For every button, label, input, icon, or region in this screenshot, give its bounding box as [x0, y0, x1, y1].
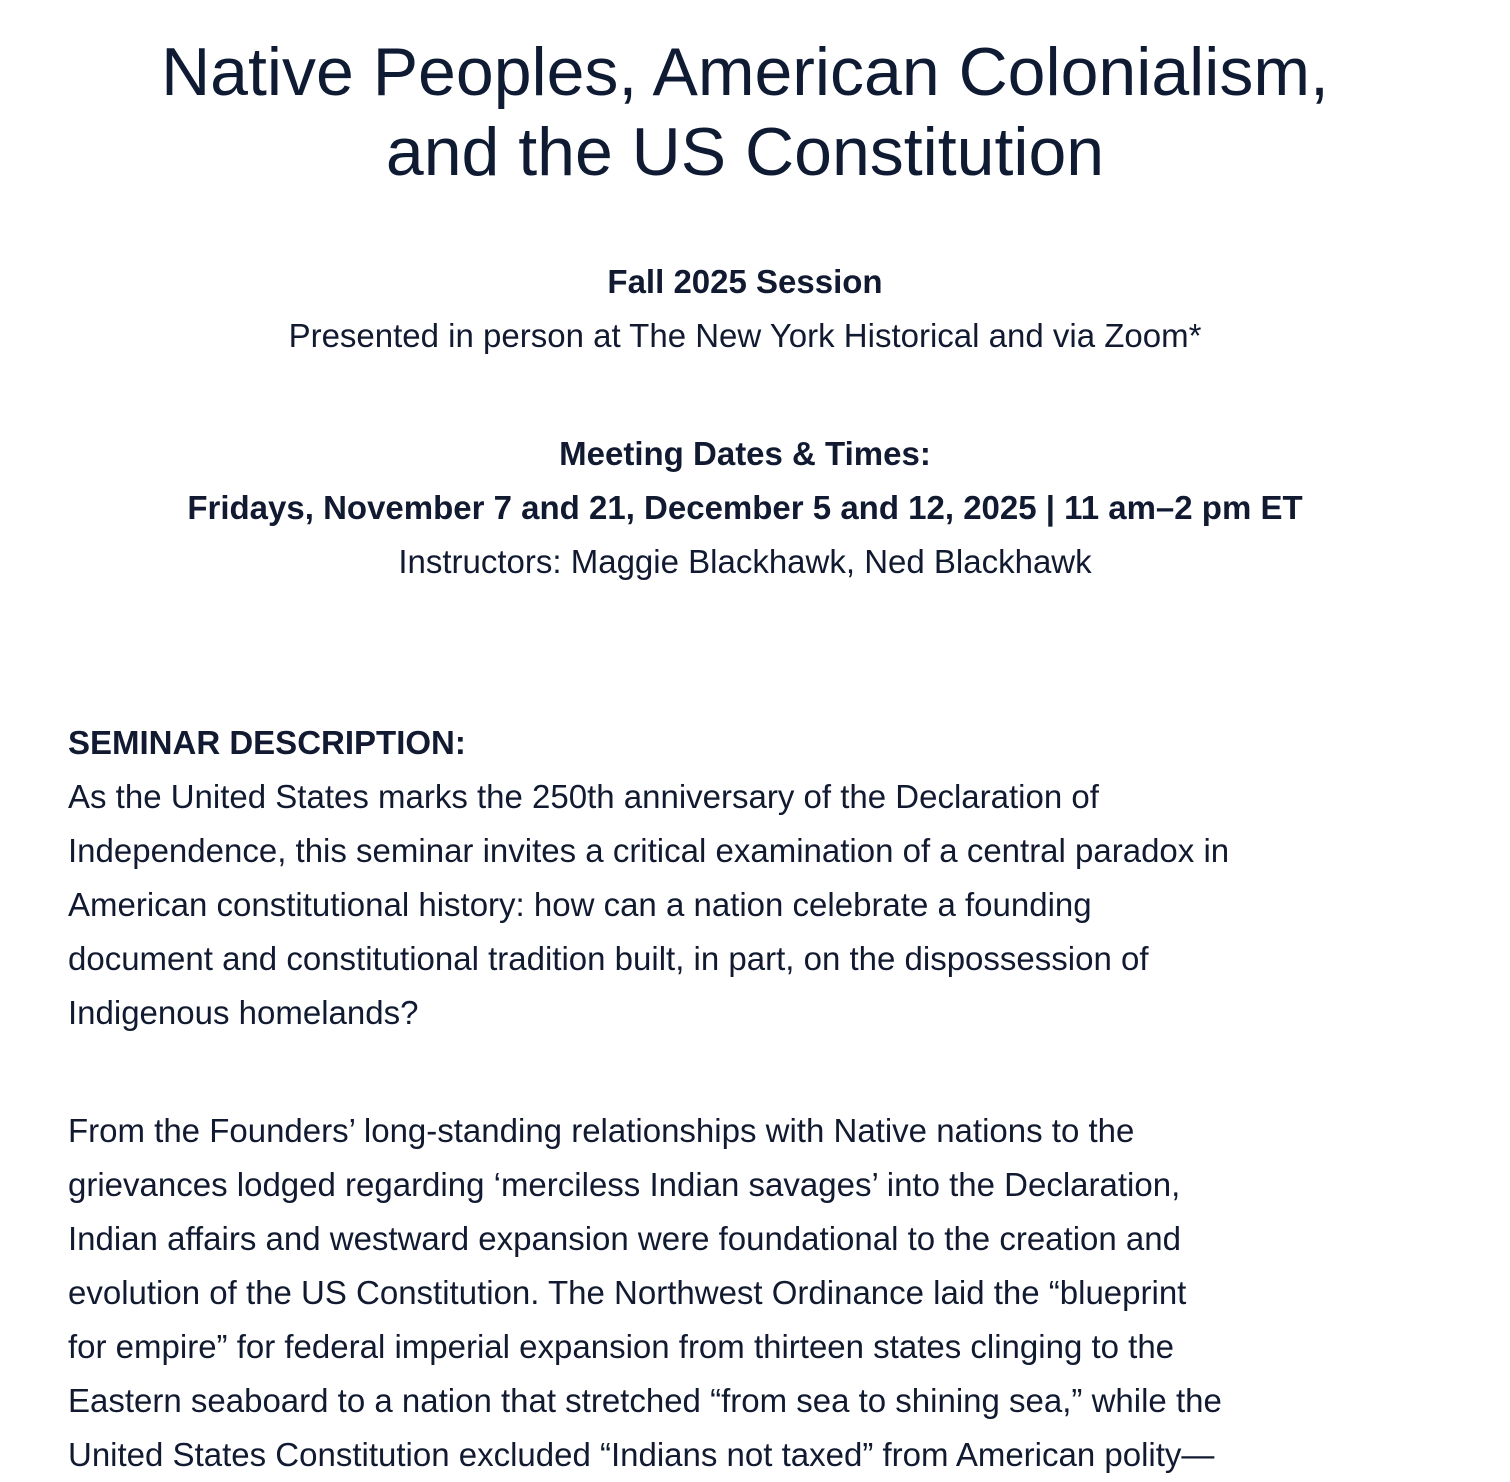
paragraph-line: As the United States marks the 250th anniversary of the Declaration of — [68, 778, 1099, 815]
paragraph-line: From the Founders’ long-standing relationships with Native nations to the — [68, 1112, 1135, 1149]
paragraph-line: evolution of the US Constitution. The Northwest Ordinance laid the “blueprint — [68, 1274, 1187, 1311]
session-label: Fall 2025 Session — [607, 263, 883, 300]
title-line-1: Native Peoples, American Colonialism, — [161, 34, 1329, 110]
section-heading — [68, 716, 1468, 770]
venue-text: Presented in person at The New York Historical and via Zoom* — [288, 317, 1202, 354]
description-paragraph-1 — [68, 770, 1468, 1040]
section-heading-text: SEMINAR DESCRIPTION: — [68, 724, 466, 761]
paragraph-line: Indigenous homelands? — [68, 994, 419, 1031]
paragraph-line: Indian affairs and westward expansion were foundational to the creation and — [68, 1220, 1181, 1257]
title-line-2: and the US Constitution — [385, 114, 1105, 190]
page-title — [40, 32, 1450, 192]
paragraph-line: document and constitutional tradition built, in part, on the dispossession of — [68, 940, 1149, 977]
meeting-dates-label: Meeting Dates & Times: — [559, 435, 931, 472]
instructors-text: Instructors: Maggie Blackhawk, Ned Blackhawk — [398, 543, 1092, 580]
paragraph-line: Independence, this seminar invites a critical examination of a central paradox in — [68, 832, 1230, 869]
paragraph-line: Eastern seaboard to a nation that stretched “from sea to shining sea,” while the — [68, 1382, 1222, 1419]
description-paragraph-2 — [68, 1104, 1468, 1482]
paragraph-line: for empire” for federal imperial expansion from thirteen states clinging to the — [68, 1328, 1175, 1365]
paragraph-line: United States Constitution excluded “Indians not taxed” from American polity— — [68, 1436, 1215, 1473]
paragraph-line: grievances lodged regarding ‘merciless Indian savages’ into the Declaration, — [68, 1166, 1181, 1203]
paragraph-line: American constitutional history: how can a nation celebrate a founding — [68, 886, 1092, 923]
meeting-dates-text: Fridays, November 7 and 21, December 5 and 12, 2025 | 11 am–2 pm ET — [187, 489, 1303, 526]
